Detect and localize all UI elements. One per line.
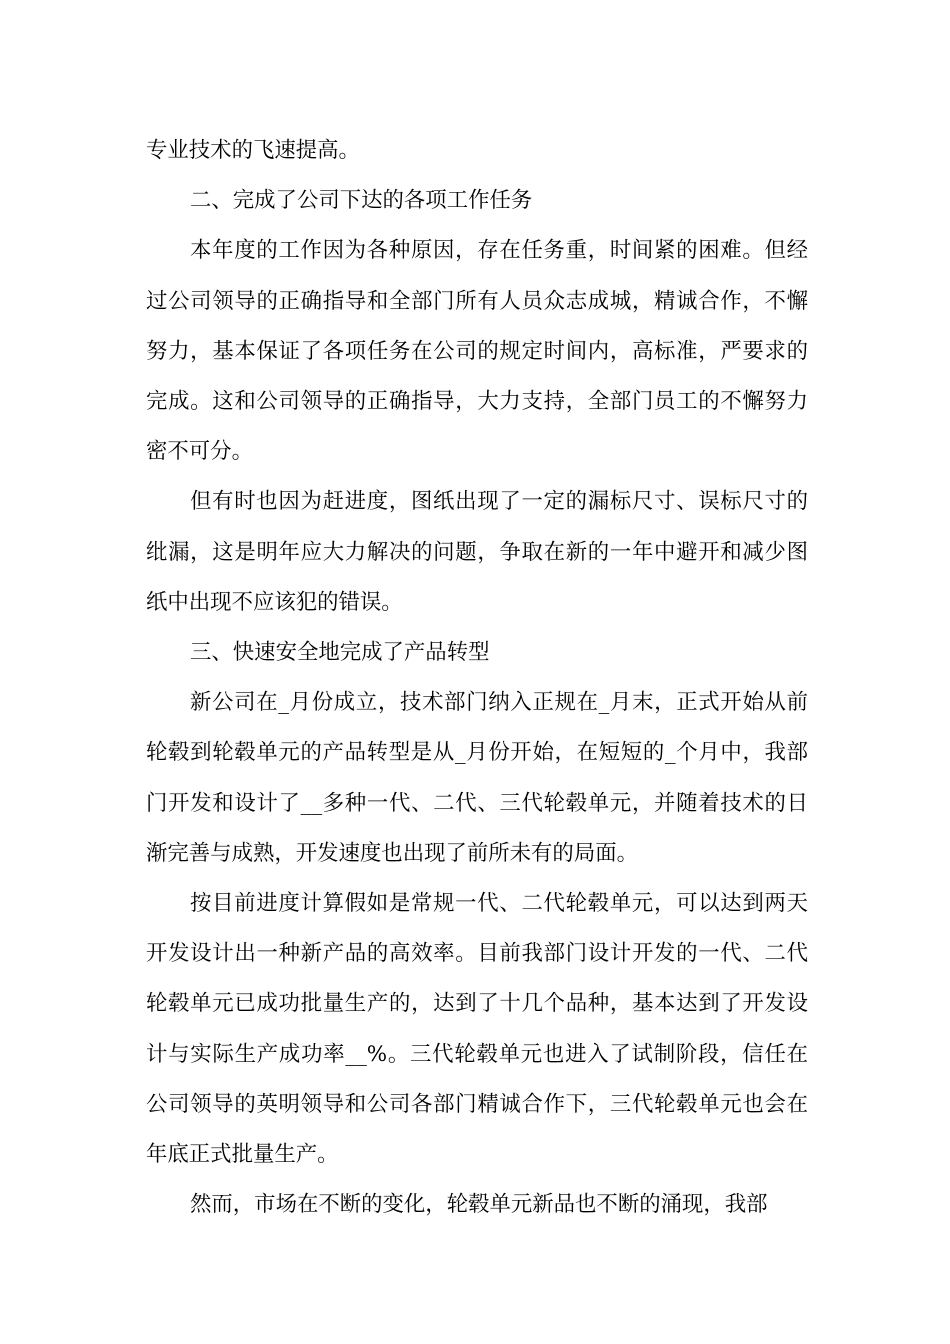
paragraph: 本年度的工作因为各种原因，存在任务重，时间紧的困难。但经过公司领导的正确指导和全部门所有人员众志成城，精诚合作，不懈努力，基本保证了各项任务在公司的规定时间内，高标准，严要求的完成。这和公司领导的正确指导，大力支持，全部门员工的不懈努力密不可分。 <box>146 238 808 465</box>
section-heading-3: 三、快速安全地完成了产品转型 <box>190 640 490 666</box>
paragraph-continuation: 专业技术的飞速提高。 <box>146 138 360 163</box>
paragraph: 按目前进度计算假如是常规一代、二代轮毂单元，可以达到两天开发设计出一种新产品的高效率。目前我部门设计开发的一代、二代轮毂单元已成功批量生产的，达到了十几个品种，基本达到了开发设计与实际生产成功率__%。三代轮毂单元也进入了试制阶段，信任在公司领导的英明领导和公司各部门精诚合作下，三代轮毂单元也会在年底正式批量生产。 <box>146 891 808 1168</box>
paragraph: 新公司在_月份成立，技术部门纳入正规在_月末，正式开始从前轮毂到轮毂单元的产品转型是从_月份开始，在短短的_个月中，我部门开发和设计了__多种一代、二代、三代轮毂单元，并随着技术的日渐完善与成熟，开发速度也出现了前所未有的局面。 <box>146 690 808 866</box>
paragraph-truncated: 然而，市场在不断的变化，轮毂单元新品也不断的涌现，我部 <box>190 1192 768 1218</box>
paragraph: 但有时也因为赶进度，图纸出现了一定的漏标尺寸、误标尺寸的纰漏，这是明年应大力解决的问题，争取在新的一年中避开和减少图纸中出现不应该犯的错误。 <box>146 489 808 615</box>
document-body <box>146 126 808 1230</box>
section-heading-2: 二、完成了公司下达的各项工作任务 <box>190 188 533 214</box>
